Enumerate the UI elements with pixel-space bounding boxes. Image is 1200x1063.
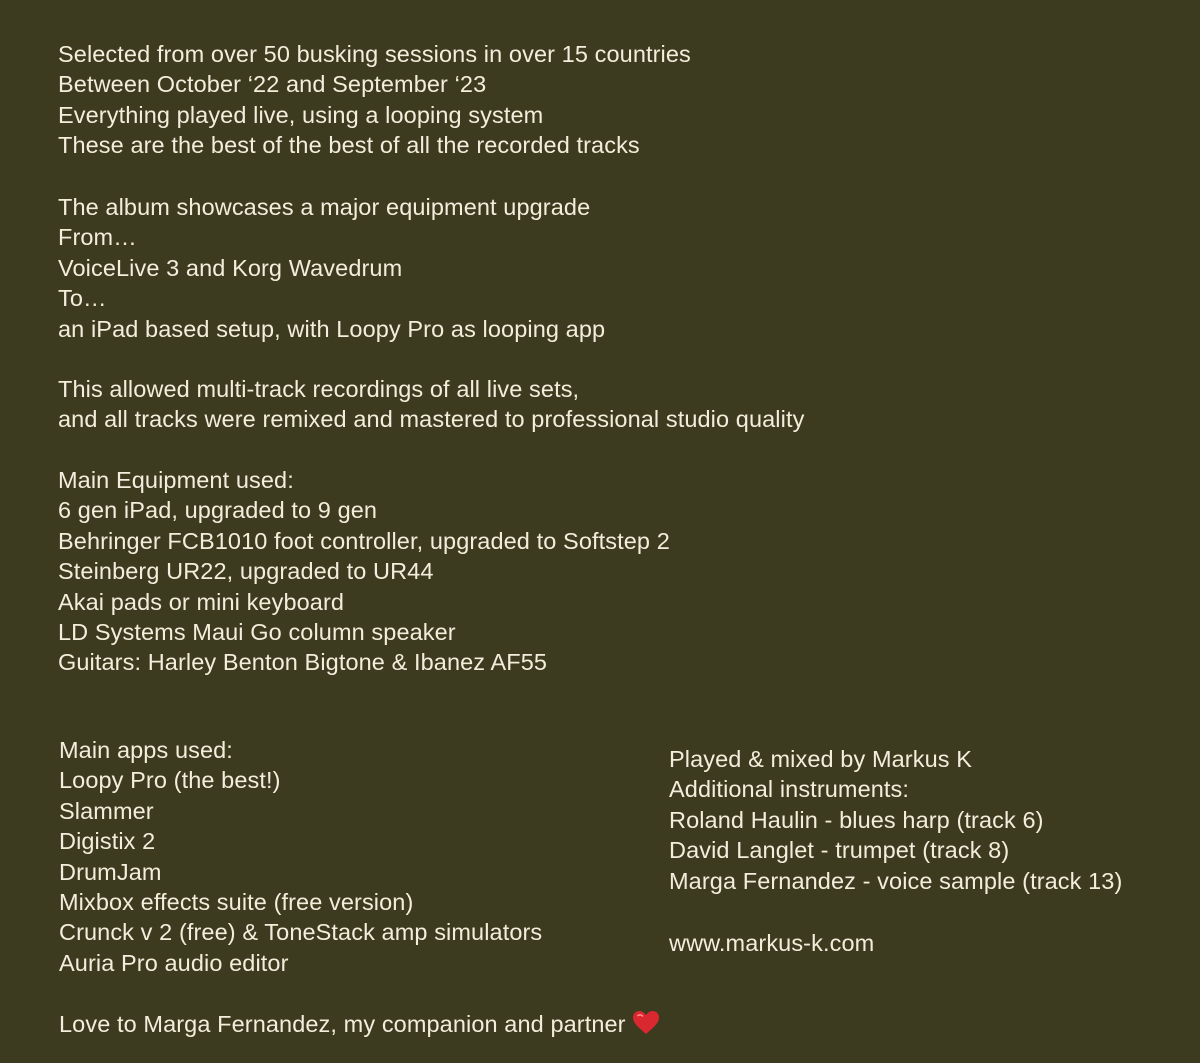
website-link[interactable]: www.markus-k.com bbox=[669, 930, 875, 956]
additional-instruments-heading: Additional instruments: bbox=[669, 776, 910, 803]
upgrade-line: VoiceLive 3 and Korg Wavedrum bbox=[58, 254, 403, 281]
app-item: Slammer bbox=[59, 797, 154, 824]
equipment-list bbox=[58, 465, 670, 678]
musician-credit: Roland Haulin - blues harp (track 6) bbox=[669, 806, 1044, 833]
equipment-item: 6 gen iPad, upgraded to 9 gen bbox=[58, 497, 378, 524]
equipment-item: Guitars: Harley Benton Bigtone & Ibanez AF55 bbox=[58, 649, 548, 676]
dedication-section bbox=[59, 1009, 660, 1039]
multitrack-line: This allowed multi-track recordings of all live sets, bbox=[58, 376, 580, 402]
app-item: Digistix 2 bbox=[59, 828, 156, 855]
app-item: Mixbox effects suite (free version) bbox=[59, 888, 414, 915]
musician-credit: David Langlet - trumpet (track 8) bbox=[669, 837, 1010, 864]
apps-heading: Main apps used: bbox=[59, 737, 233, 763]
website-section bbox=[669, 928, 874, 958]
app-item: Loopy Pro (the best!) bbox=[59, 767, 281, 794]
app-item: Crunck v 2 (free) & ToneStack amp simulators bbox=[59, 919, 543, 946]
upgrade-paragraph bbox=[58, 192, 605, 344]
multitrack-line: and all tracks were remixed and mastered to professional studio quality bbox=[58, 406, 805, 433]
dedication-line bbox=[59, 1009, 660, 1039]
musician-credit: Marga Fernandez - voice sample (track 13) bbox=[669, 867, 1123, 894]
intro-line: Selected from over 50 busking sessions in over 15 countries bbox=[58, 41, 691, 67]
upgrade-line: an iPad based setup, with Loopy Pro as looping app bbox=[58, 315, 606, 342]
heart-icon bbox=[632, 1010, 660, 1042]
equipment-item: Steinberg UR22, upgraded to UR44 bbox=[58, 558, 434, 585]
app-item: Auria Pro audio editor bbox=[59, 949, 289, 976]
equipment-item: Behringer FCB1010 foot controller, upgraded to Softstep 2 bbox=[58, 527, 670, 554]
multitrack-paragraph bbox=[58, 374, 804, 435]
credits-section bbox=[669, 744, 1122, 896]
app-item: DrumJam bbox=[59, 858, 162, 885]
equipment-heading: Main Equipment used: bbox=[58, 467, 294, 493]
dedication-text: Love to Marga Fernandez, my companion and partner bbox=[59, 1011, 626, 1037]
played-by-credit: Played & mixed by Markus K bbox=[669, 746, 972, 772]
upgrade-line: To… bbox=[58, 285, 107, 312]
equipment-item: Akai pads or mini keyboard bbox=[58, 588, 345, 615]
intro-paragraph bbox=[58, 39, 691, 161]
upgrade-line: From… bbox=[58, 224, 137, 251]
apps-list bbox=[59, 735, 542, 978]
equipment-item: LD Systems Maui Go column speaker bbox=[58, 618, 456, 645]
intro-line: These are the best of the best of all the recorded tracks bbox=[58, 132, 640, 159]
upgrade-line: The album showcases a major equipment upgrade bbox=[58, 194, 591, 220]
intro-line: Between October ‘22 and September ‘23 bbox=[58, 71, 487, 98]
intro-line: Everything played live, using a looping system bbox=[58, 101, 544, 128]
